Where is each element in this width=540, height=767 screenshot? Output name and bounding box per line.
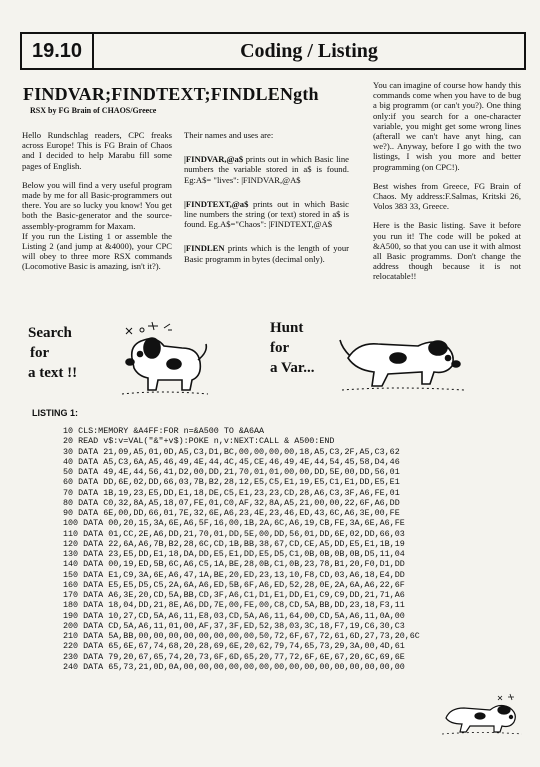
listing-line: 110 DATA 01,CC,2E,A6,DD,21,70,01,DD,5E,00,DD,56,01,DD,6E,02,DD,66,03 — [63, 528, 405, 539]
listing-line: 160 DATA E5,E5,D5,C5,2A,6A,A6,ED,5B,6F,A6,ED,52,28,0E,2A,6A,A6,22,6F — [63, 579, 405, 590]
code-listing — [63, 426, 420, 672]
listing-line: 150 DATA E1,C9,3A,6E,A6,47,1A,BE,20,ED,23,13,10,F8,CD,03,A6,18,E4,DD — [63, 569, 405, 580]
listing-line: 230 DATA 79,20,67,65,74,20,73,6F,6D,65,20,77,72,6F,6E,67,20,6C,69,6E — [63, 651, 405, 662]
paragraph: Their names and uses are: — [184, 130, 274, 140]
listing-line: 80 DATA C0,32,8A,A5,18,07,FE,01,C0,AF,32,8A,A5,21,00,00,22,6F,A6,DD — [63, 497, 400, 508]
listing-line: 120 DATA 22,6A,A6,7B,B2,28,6C,CD,1B,BB,38,67,CD,CE,A5,DD,E5,E1,1B,19 — [63, 538, 405, 549]
command-description: prints out in which Basic line numbers the string (or text) stored in a$ is found. Eg.A$="Chaos": |FINDTEXT,@A$ — [184, 198, 349, 230]
listing-line: 50 DATA 49,4E,44,56,41,D2,00,DD,21,70,01,01,00,00,DD,5E,00,DD,56,01 — [63, 467, 400, 477]
listing-line: 100 DATA 00,20,15,3A,6E,A6,5F,16,00,1B,2A,6C,A6,19,CB,FE,3A,6E,A6,FE — [63, 518, 405, 529]
byline: RSX by FG Brain of CHAOS/Greece — [30, 106, 157, 115]
column-3 — [373, 80, 521, 291]
dog-illustration-hunt — [338, 318, 468, 394]
caption-line: Hunt — [270, 320, 304, 336]
dog-illustration-search — [112, 318, 212, 398]
section-title: Coding / Listing — [240, 39, 378, 62]
hunt-caption — [270, 318, 314, 378]
listing-label: LISTING 1: — [32, 408, 79, 418]
listing-line: 70 DATA 1B,19,23,E5,DD,E1,18,DE,C5,E1,23,23,CD,28,A6,C3,3F,A6,FE,01 — [63, 487, 400, 498]
caption-line: a text !! — [28, 365, 78, 381]
caption-line: a Var... — [270, 360, 315, 376]
listing-line: 130 DATA 23,E5,DD,E1,18,DA,DD,E5,E1,DD,E5,D5,C1,0B,0B,0B,0B,D5,11,04 — [63, 549, 405, 559]
command-entry — [184, 199, 349, 230]
paragraph: Here is the Basic listing. Save it before you run it! The code will be poked at &A500, so that you can use it with almost all Basic programms. Don't change the address though because it is not relocatable!! — [373, 220, 521, 282]
listing-line: 220 DATA 65,6E,67,74,68,20,28,69,6E,20,62,79,74,65,73,29,3A,00,4D,61 — [63, 641, 405, 652]
page-number: 19.10 — [22, 34, 94, 68]
command-name: |FINDTEXT,@a$ — [184, 198, 249, 209]
listing-line: 190 DATA 10,27,CD,5A,A6,11,E8,03,CD,5A,A6,11,64,00,CD,5A,A6,11,0A,00 — [63, 610, 405, 621]
listing-line: 180 DATA 18,04,DD,21,8E,A6,DD,7E,00,FE,00,C8,CD,5A,BB,DD,23,18,F3,11 — [63, 600, 405, 611]
command-name: |FINDVAR,@a$ — [184, 154, 244, 165]
listing-line: 90 DATA 6E,00,DD,66,01,7E,32,6E,A6,23,4E,23,46,ED,43,6C,A6,3E,00,FE — [63, 508, 400, 518]
search-caption — [28, 323, 77, 383]
listing-line: 10 CLS:MEMORY &A4FF:FOR n=&A500 TO &A6AA — [63, 426, 265, 436]
command-name: |FINDLEN — [184, 243, 225, 254]
listing-line: 60 DATA DD,6E,02,DD,66,03,7B,B2,28,12,E5,C5,E1,19,E5,C1,E1,DD,E5,E1 — [63, 477, 400, 488]
command-entry — [184, 154, 349, 185]
paragraph: Below you will find a very useful program made by me for all Basic-programmers out there. You are so lucky you know! You get both the Basic-generator and the source-assembly-programm for Maxam. — [22, 179, 172, 231]
command-description: prints which is the length of your Basic programm in bytes (decimal only). — [184, 243, 349, 264]
caption-line: for — [270, 340, 290, 356]
caption-line: for — [30, 345, 50, 361]
paragraph: If you run the Listing 1 or assemble the Listing 2 (and jump at &4000), your CPC will obey to three more RSX commands (Locomotive Basic is amazing, isn't it?). — [22, 230, 172, 272]
article-title: FINDVAR;FINDTEXT;FINDLENgth — [23, 84, 319, 104]
listing-line: 140 DATA 00,19,ED,5B,6C,A6,C5,1A,BE,28,0B,C1,0B,23,78,B1,20,F0,D1,DD — [63, 559, 405, 570]
paragraph: You can imagine of course how handy this commands come when you have to de bug a big programm (or can't you?). One thing only:if you search for a one-character variable, you might get some wrong lines (afterall we can't have anyt hing, can we?).. Anyway, before I go with the two listings, I wish you more and better programming (on CPC!). — [373, 80, 521, 172]
column-1 — [22, 130, 172, 281]
column-2 — [184, 130, 349, 273]
listing-line: 200 DATA CD,5A,A6,11,01,00,AF,37,3F,ED,52,38,03,3C,18,F7,19,C6,30,C3 — [63, 620, 405, 631]
listing-line: 240 DATA 65,73,21,0D,0A,00,00,00,00,00,00,00,00,00,00,00,00,00,00,00 — [63, 661, 405, 672]
listing-line: 210 DATA 5A,BB,00,00,00,00,00,00,00,00,50,72,6F,67,72,61,6D,27,73,20,6C — [63, 631, 420, 641]
listing-line: 170 DATA A6,3E,20,CD,5A,BB,CD,3F,A6,C1,D1,E1,DD,E1,C9,C9,DD,21,71,A6 — [63, 590, 405, 600]
listing-line: 30 DATA 21,09,A5,01,0D,A5,C3,D1,BC,00,00,00,00,18,A5,C3,2F,A5,C3,62 — [63, 446, 400, 457]
listing-line: 40 DATA A5,C3,6A,A5,46,49,4E,44,4C,45,CE,46,49,4E,44,54,45,58,D4,46 — [63, 456, 400, 467]
command-entry — [184, 243, 349, 263]
paragraph: Hello Rundschlag readers, CPC freaks across Europe! This is FG Brain of Chaos and I decided to help Marabu fill some pages of English. — [22, 130, 172, 171]
paragraph: Best wishes from Greece, FG Brain of Chaos. My address:F.Salmas, Kritski 26, Volos 383 33, Greece. — [373, 180, 521, 212]
page-header — [20, 32, 526, 70]
listing-line: 20 READ v$:v=VAL("&"+v$):POKE n,v:NEXT:CALL & A500:END — [63, 436, 335, 447]
dog-illustration-footer — [440, 692, 525, 736]
caption-line: Search — [28, 325, 72, 341]
command-description: prints out in which Basic line numbers the variable stored in a$ is found. Eg:A$= "lives": |FINDVAR,@A$ — [184, 154, 349, 185]
